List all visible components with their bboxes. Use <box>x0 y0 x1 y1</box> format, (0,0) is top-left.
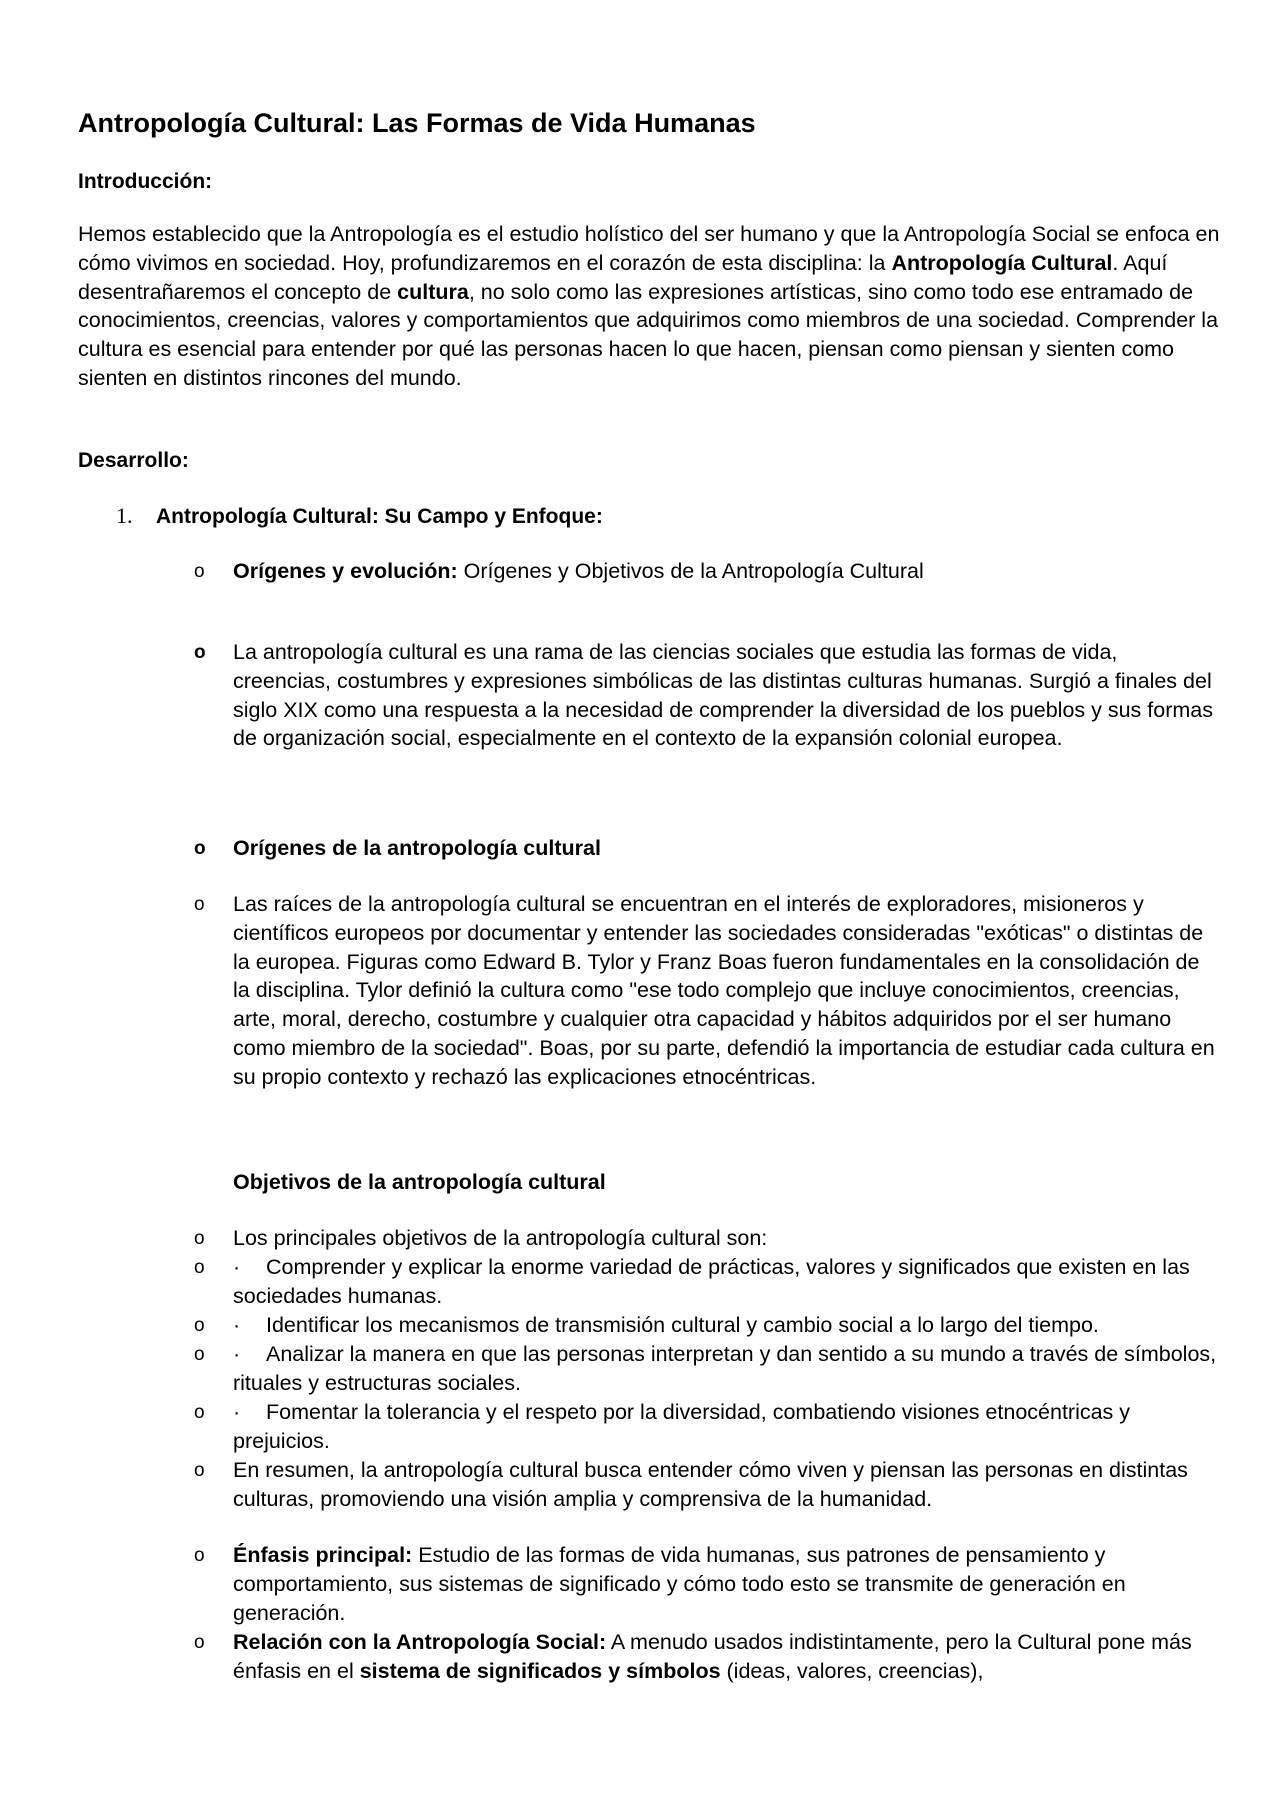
item-number: 1. <box>116 503 133 528</box>
bullet-marker: o <box>194 1402 205 1423</box>
objectives-heading: Objetivos de la antropología cultural <box>233 1170 606 1194</box>
bullet-marker: o <box>194 1460 205 1481</box>
objectives-intro: Los principales objetivos de la antropología cultural son: <box>233 1226 768 1250</box>
bullet-marker: o <box>194 1228 205 1249</box>
item-label: Antropología Cultural: Su Campo y Enfoque: <box>156 505 603 528</box>
origins-heading: Orígenes de la antropología cultural <box>233 836 601 860</box>
bullet-marker: o <box>194 1315 205 1336</box>
objective-item: · Fomentar la tolerancia y el respeto por la diversidad, combatiendo visiones etnocéntricas y prejuicios. <box>233 1400 1131 1453</box>
bullet-marker: o <box>194 1545 205 1566</box>
numbered-item-1 <box>116 502 603 531</box>
intro-heading: Introducción: <box>78 170 213 193</box>
relation-item: Relación con la Antropología Social: A menudo usados indistintamente, pero la Cultural pone más énfasis en el sistema de significados y símbolos (ideas, valores, creencias), <box>233 1630 1192 1683</box>
document-title: Antropología Cultural: Las Formas de Vida Humanas <box>78 108 756 138</box>
bullet-marker: o <box>194 1257 205 1278</box>
bullet-marker: o <box>194 642 206 663</box>
emphasis-item: Énfasis principal: Estudio de las formas de vida humanas, sus patrones de pensamiento y comportamiento, sus sistemas de significado y cómo todo esto se transmite de generación en generación. <box>233 1543 1126 1625</box>
bullet-marker: o <box>194 561 205 582</box>
definition-paragraph: La antropología cultural es una rama de las ciencias sociales que estudia las formas de vida, creencias, costumbres y expresiones simbólicas de las distintas culturas humanas. Surgió a finales del siglo XIX como una respuesta a la necesidad de comprender la diversidad de los pueblos y sus formas de organización social, especialmente en el contexto de la expansión colonial europea. <box>233 640 1213 751</box>
intro-paragraph: Hemos establecido que la Antropología es el estudio holístico del ser humano y que la Antropología Social se enfoca en cómo vivimos en sociedad. Hoy, profundizaremos en el corazón de esta disciplina: la Antropología Cultural. Aquí desentrañaremos el concepto de cultura, no solo como las expresiones artísticas, sino como todo ese entramado de conocimientos, creencias, valores y comportamientos que adquirimos como miembros de una sociedad. Comprender la cultura es esencial para entender por qué las personas hacen lo que hacen, piensan como piensan y sienten como sienten en distintos rincones del mundo. <box>78 222 1220 390</box>
origins-item: Orígenes y evolución: Orígenes y Objetivos de la Antropología Cultural <box>233 559 924 583</box>
roots-paragraph: Las raíces de la antropología cultural se encuentran en el interés de exploradores, misioneros y científicos europeos por documentar y entender las sociedades consideradas "exóticas" o distintas de la europea. Figuras como Edward B. Tylor y Franz Boas fueron fundamentales en la consolidación de la disciplina. Tylor definió la cultura como "ese todo complejo que incluye conocimientos, creencias, arte, moral, derecho, costumbre y cualquier otra capacidad y hábitos adquiridos por el ser humano como miembro de la sociedad". Boas, por su parte, defendió la importancia de estudiar cada cultura en su propio contexto y rechazó las explicaciones etnocéntricas. <box>233 892 1215 1089</box>
objective-item: · Analizar la manera en que las personas interpretan y dan sentido a su mundo a través de símbolos, rituales y estructuras sociales. <box>233 1342 1217 1395</box>
bullet-marker: o <box>194 838 206 859</box>
bullet-marker: o <box>194 1632 205 1653</box>
objective-item: · Identificar los mecanismos de transmisión cultural y cambio social a lo largo del tiempo. <box>233 1313 1099 1337</box>
summary-paragraph: En resumen, la antropología cultural busca entender cómo viven y piensan las personas en distintas culturas, promoviendo una visión amplia y comprensiva de la humanidad. <box>233 1458 1188 1511</box>
bullet-marker: o <box>194 894 205 915</box>
objective-item: · Comprender y explicar la enorme variedad de prácticas, valores y significados que existen en las sociedades humanas. <box>233 1255 1190 1308</box>
bullet-marker: o <box>194 1344 205 1365</box>
development-heading: Desarrollo: <box>78 449 189 472</box>
